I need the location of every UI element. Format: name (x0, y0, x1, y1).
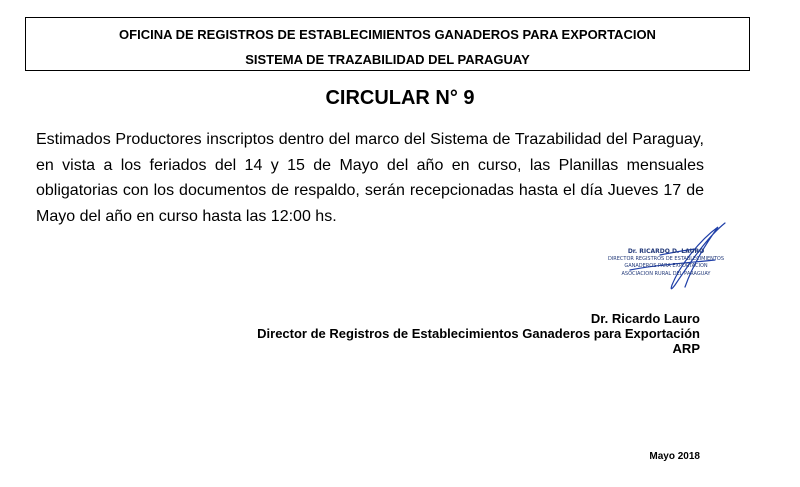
system-title: SISTEMA DE TRAZABILIDAD DEL PARAGUAY (245, 52, 530, 67)
circular-title: CIRCULAR N° 9 (325, 87, 475, 109)
signatory-organization: ARP (672, 341, 700, 356)
circular-body: Estimados Productores inscriptos dentro del marco del Sistema de Trazabilidad del Paraguay, en vista a los feriados del 14 y 15 de Mayo del año en curso, las Planillas mensuales obligatorias con los documentos de respaldo, serán recepcionadas hasta el día Jueves 17 de Mayo del año en curso hasta las 12:00 hs. (36, 131, 704, 225)
stamp-line: DIRECTOR REGISTROS DE ESTABLECIMIENTOS (607, 255, 725, 262)
document-date: Mayo 2018 (649, 451, 700, 462)
office-title: OFICINA DE REGISTROS DE ESTABLECIMIENTOS GANADEROS PARA EXPORTACION (119, 27, 656, 42)
header-box (25, 17, 750, 71)
signatory-title: Director de Registros de Establecimientos Ganaderos para Exportación (257, 326, 700, 341)
stamp-line: ASOCIACION RURAL DEL PARAGUAY (621, 270, 711, 277)
signatory-name: Dr. Ricardo Lauro (590, 311, 700, 326)
stamp-line: GANADEROS PARA EXPORTACION (624, 263, 708, 269)
official-stamp (606, 248, 726, 298)
stamp-name: Dr. RICARDO D. LAURO (627, 248, 705, 255)
